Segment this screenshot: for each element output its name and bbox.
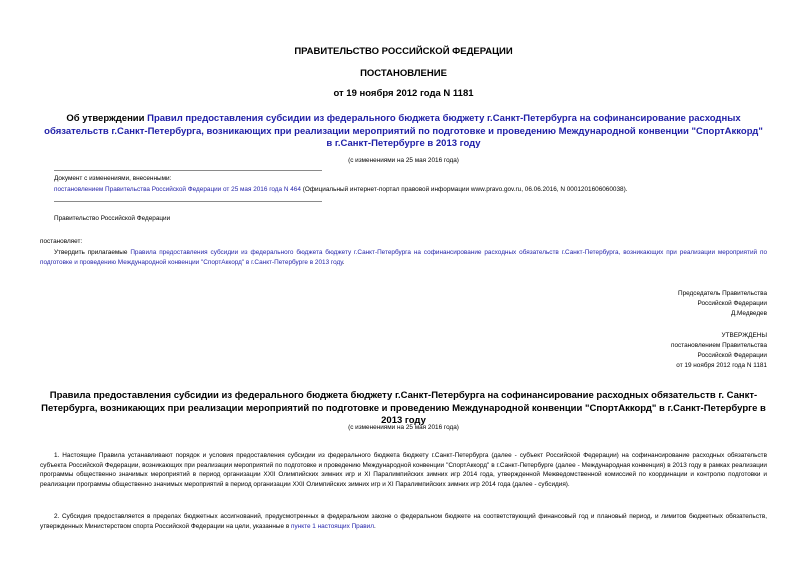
rules-point-1-link[interactable]: пункте 1 настоящих Правил [291, 522, 374, 530]
approved-line-1: УТВЕРЖДЕНЫ [721, 332, 767, 339]
doc-type-heading: ПОСТАНОВЛЕНИЕ [360, 68, 447, 79]
date-number-heading: от 19 ноября 2012 года N 1181 [333, 88, 474, 99]
rules-paragraph-2 [40, 512, 767, 531]
rules-p2-end: . [373, 522, 376, 530]
amendment-note: (с изменениями на 25 мая 2016 года) [348, 157, 459, 164]
rules-link[interactable]: Правила предоставления субсидии из федерального бюджета бюджету г.Санкт-Петербурга на софинансирование расходных обязательств г.Санкт-Петербурга, возникающих при реализации мероприятий по подготовке и проведению Международной конвенции "СпортАккорд" в г.Санкт-Петербурге в 2013 году [40, 249, 767, 266]
rules-amendment-note: (с изменениями на 25 мая 2016 года) [348, 424, 459, 431]
divider-top [54, 170, 322, 171]
changes-label: Документ с изменениями, внесенными: [54, 175, 172, 182]
approve-paragraph [40, 248, 767, 267]
decides-line: постановляет: [40, 238, 83, 245]
approved-line-2: постановлением Правительства [671, 342, 767, 349]
government-line: Правительство Российской Федерации [54, 215, 171, 222]
divider-bottom [54, 201, 322, 202]
title-prefix: Об утверждении [66, 113, 148, 124]
approve-prefix: Утвердить прилагаемые [54, 249, 131, 256]
signature-line-3: Д.Медведев [730, 310, 767, 317]
changes-line [54, 185, 774, 195]
signature-line-1: Председатель Правительства [678, 290, 767, 297]
government-heading: ПРАВИТЕЛЬСТВО РОССИЙСКОЙ ФЕДЕРАЦИИ [294, 46, 513, 57]
changes-source: (Официальный интернет-портал правовой информации www.pravo.gov.ru, 06.06.2016, N 0001201606060038). [300, 186, 628, 193]
rules-p2-text: 2. Субсидия предоставляется в пределах бюджетных ассигнований, предусмотренных в федеральном законе о федеральном бюджете на соответствующий финансовый год и плановый период, и лимитов бюджетных обязательств, утвержденных Министерством спорта Российской Федерации на цели, указанные в [40, 513, 767, 530]
title-link[interactable]: Правил предоставления субсидии из федерального бюджета бюджету г.Санкт-Петербурга на софинансирование расходных обязательств г.Санкт-Петербурга, возникающих при реализации мероприятий по подготовке и проведению Международной конвенции "СпортАккорд" в г.Санкт-Петербурге в 2013 году [44, 113, 763, 149]
approve-suffix: . [342, 258, 345, 266]
document-title [40, 113, 767, 151]
approved-line-3: Российской Федерации [697, 352, 767, 359]
signature-line-2: Российской Федерации [697, 300, 767, 307]
approved-line-4: от 19 ноября 2012 года N 1181 [676, 362, 767, 369]
rules-title: Правила предоставления субсидии из федерального бюджета бюджету г.Санкт-Петербурга на софинансирование расходных обязательств г. Санкт-Петербурга, возникающих при реализации мероприятий по подготовке и проведению Международной конвенции "СпортАккорд" в г.Санкт-Петербурге в 2013 году [41, 390, 766, 426]
amending-decree-link[interactable]: постановлением Правительства Российской Федерации от 25 мая 2016 года N 464 [54, 186, 301, 193]
rules-paragraph-1: 1. Настоящие Правила устанавливают порядок и условия предоставления субсидии из федерального бюджета бюджету г.Санкт-Петербурга (далее - субъект Российской Федерации) на софинансирование расходных обязательств субъекта Российской Федерации, возникающих при реализации мероприятий по подготовке и проведению Международной конвенции "СпортАккорд" в г.Санкт-Петербурге (далее - Международная конвенция) в 2013 году в рамках реализации программы общественно значимых мероприятий в период организации XXII Олимпийских зимних игр и XI Паралимпийских зимних игр 2014 года, утвержденной Межведомственной комиссией по координации и контролю подготовки и реализации программы общественно значимых мероприятий в период организации XXII Олимпийских зимних игр и XI Паралимпийских зимних игр 2014 года (далее - субсидия). [40, 452, 767, 488]
